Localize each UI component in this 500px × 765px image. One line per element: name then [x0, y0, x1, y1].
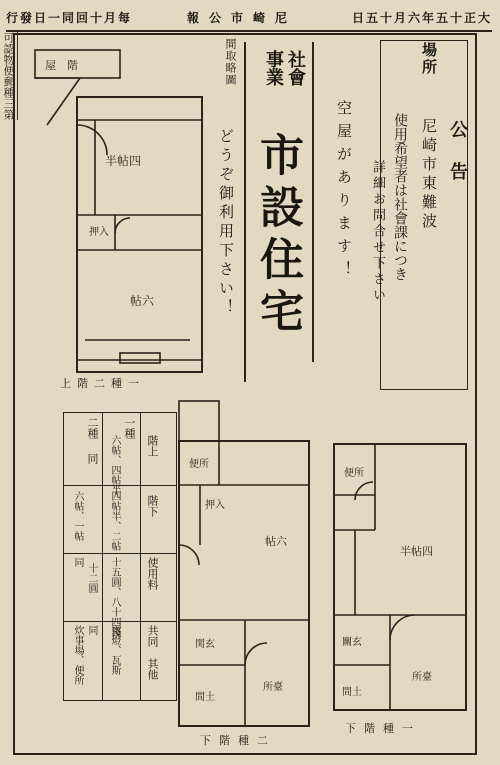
plan-room-6jo: 帖六: [130, 294, 155, 308]
table-row2-lower: 六帖、一帖: [72, 491, 83, 541]
org-bottom: 事業: [263, 50, 284, 86]
table-row1-type: 一種: [123, 417, 136, 439]
floorplan-type2-lower: [175, 395, 315, 730]
table-row2-upper: 同: [86, 453, 99, 464]
table-row2-fee: 十二圓: [86, 563, 97, 593]
table-header-other: 共同 其他: [146, 625, 159, 680]
place-value: 尼崎市東難波: [420, 118, 438, 232]
caption-type1-lower: 下階種一: [345, 722, 421, 735]
header-rule: [6, 30, 492, 32]
table-row1-other: 電燈、瓦斯: [109, 625, 120, 675]
floorplan-type1-lower: [330, 440, 470, 715]
plan-kitchen: 所臺: [412, 672, 432, 683]
plan-earth-floor: 間土: [195, 692, 215, 703]
table-header-lower: 階下: [146, 495, 159, 517]
floorplan-type1-upper-drawing: [25, 45, 210, 375]
floorplan-label: 間取略圖: [224, 38, 237, 86]
plan-room-4.5jo: 半帖四: [105, 154, 142, 168]
table-header-upper: 階上: [146, 435, 159, 457]
notice-title: 公告: [447, 120, 468, 204]
plan-kitchen: 所臺: [263, 682, 283, 693]
postal-permit-stamp: 可認物便郵種三第: [0, 32, 18, 120]
table-row1-upper: 六帖、四帖半: [109, 435, 120, 495]
table-row3-fee: 同: [72, 557, 83, 567]
rent-table: [63, 412, 177, 701]
plan-entrance: 関玄: [195, 639, 215, 650]
table-row2-other: 同: [86, 625, 97, 635]
table-row-divider: [64, 553, 176, 554]
feature-rule-right: [312, 42, 314, 362]
invite-line: どうぞ御利用下さい！: [217, 128, 235, 318]
plan-toilet: 便所: [344, 468, 364, 479]
caption-type2-lower: 下階種二: [200, 734, 276, 747]
plan-earth-floor: 間土: [342, 687, 362, 698]
feature-rule-left: [244, 42, 246, 382]
floorplan-type1-upper: [25, 45, 210, 375]
plan-entrance: 關玄: [342, 637, 362, 648]
inquire-line: 詳細お問合せ下さい: [370, 160, 385, 304]
table-col-divider: [140, 413, 141, 700]
table-row2-type: 二種: [86, 417, 99, 439]
table-row1-lower: 四帖半、二帖: [109, 491, 120, 551]
place-label: 場所: [420, 42, 438, 76]
plan-closet: 押入: [89, 227, 109, 238]
caption-type1-upper: 上階二種一: [60, 377, 145, 390]
issue-date-right: 日五十月六年五十正大: [351, 10, 492, 25]
floorplan-type1-lower-drawing: [330, 440, 470, 715]
apply-line: 使用希望者は社會課につき: [392, 113, 408, 281]
table-row3-other: 炊事場、便所: [72, 625, 83, 685]
table-header-fee: 使用料: [146, 557, 159, 590]
plan-room-4.5jo: 半帖四: [400, 545, 433, 558]
plan-toilet: 便所: [189, 459, 209, 470]
plan-closet: 押入: [205, 500, 225, 511]
floorplan-type2-lower-drawing: [175, 395, 315, 730]
vacancy-line: 空屋があります！: [335, 100, 353, 284]
issue-date-left: 行發日一同回十月每: [6, 10, 133, 25]
page-header: [6, 6, 492, 28]
table-row1-fee: 十五圓、八十四錢: [109, 557, 120, 637]
plan-stair-label: 屋 階: [45, 59, 78, 72]
table-col-divider: [102, 413, 103, 700]
publisher-name: 報公市崎尼: [186, 10, 297, 25]
org-top: 社會: [285, 50, 306, 86]
plan-room-6jo: 帖六: [265, 535, 287, 548]
main-title: 市設住宅: [252, 132, 303, 340]
